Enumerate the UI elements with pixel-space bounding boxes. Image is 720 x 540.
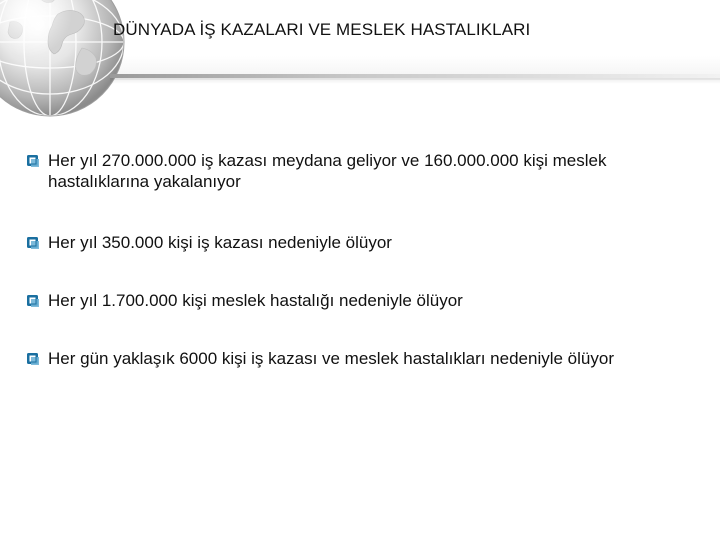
bullet-text: Her yıl 350.000 kişi iş kazası nedeniyle ölüyor [48,233,392,252]
slide-title: DÜNYADA İŞ KAZALARI VE MESLEK HASTALIKLARI [113,20,531,39]
square-bullet-icon [26,236,40,250]
square-bullet-icon [26,154,40,168]
square-bullet-icon [26,352,40,366]
square-bullet-icon [26,294,40,308]
header-rule-shadow [110,78,720,84]
bullet-text: Her yıl 270.000.000 iş kazası meydana geliyor ve 160.000.000 kişi meslek hastalıklarına yakalanıyor [48,151,607,191]
bullet-item [26,290,700,311]
bullet-text: Her gün yaklaşık 6000 kişi iş kazası ve meslek hastalıkları nedeniyle ölüyor [48,349,614,368]
bullet-item [26,150,700,192]
bullet-item [26,348,700,369]
globe-icon [0,0,130,122]
bullet-text: Her yıl 1.700.000 kişi meslek hastalığı nedeniyle ölüyor [48,291,463,310]
bullet-item [26,232,700,253]
